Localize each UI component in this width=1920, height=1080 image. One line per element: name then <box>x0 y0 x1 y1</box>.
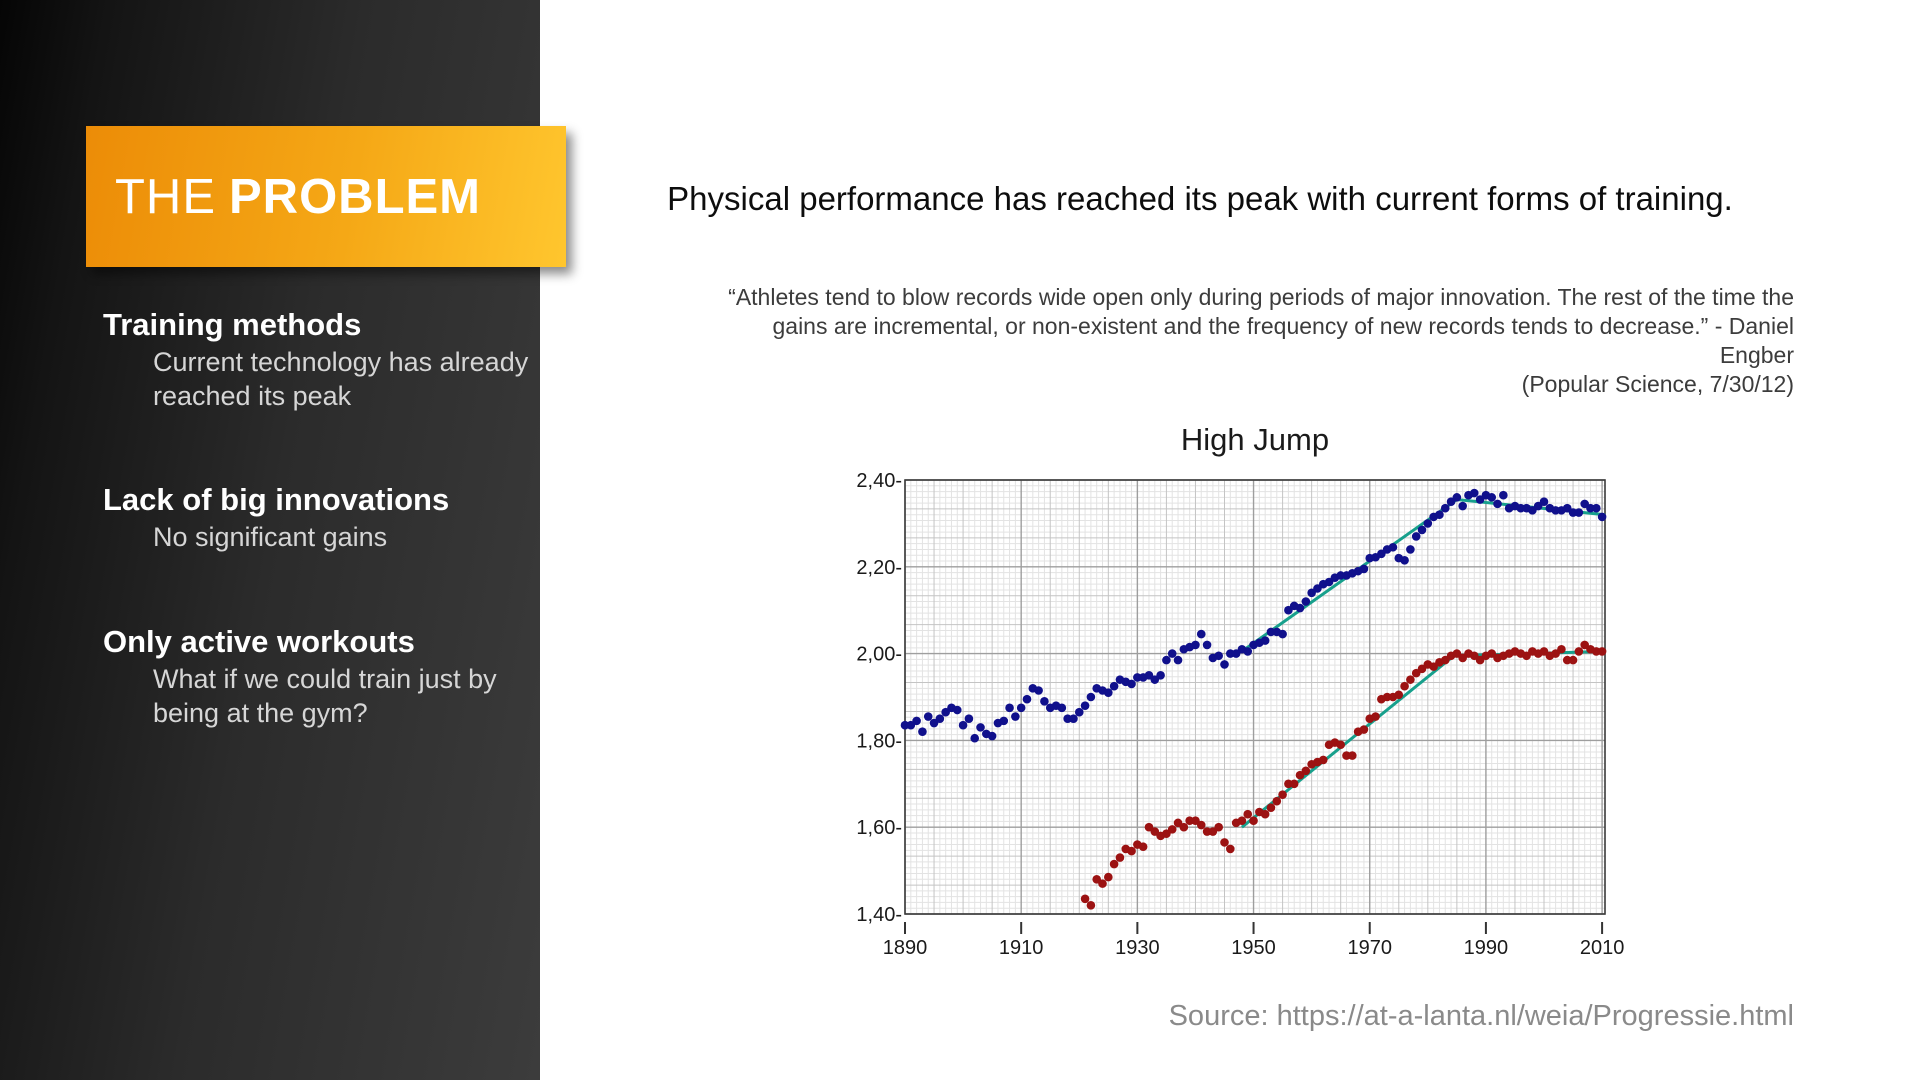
svg-text:2,00-: 2,00- <box>856 643 902 666</box>
svg-text:1,40-: 1,40- <box>856 904 902 926</box>
svg-text:1950: 1950 <box>1231 937 1276 959</box>
page-title: Physical performance has reached its peak with current forms of training. <box>667 180 1733 217</box>
sidebar-heading: Training methods <box>103 307 362 342</box>
sidebar-heading: Only active workouts <box>103 624 415 659</box>
sidebar-detail-line: Current technology has already <box>153 347 529 377</box>
high-jump-chart <box>780 420 1660 980</box>
svg-text:2,20-: 2,20- <box>856 556 902 579</box>
svg-text:1890: 1890 <box>882 937 928 959</box>
sidebar-detail-line: reached its peak <box>153 381 352 411</box>
quote-line: “Athletes tend to blow records wide open only during periods of major innovation. The rest of the time the <box>728 284 1794 310</box>
quote-block <box>694 283 1794 399</box>
sidebar-item-only-active-workouts <box>103 622 497 730</box>
svg-text:1930: 1930 <box>1115 937 1160 959</box>
svg-text:2010: 2010 <box>1579 937 1625 959</box>
title-banner <box>86 126 566 267</box>
sidebar-detail-line: No significant gains <box>153 522 388 552</box>
banner-title-bold: PROBLEM <box>229 169 481 224</box>
banner-title-regular: THE <box>115 169 216 224</box>
svg-text:1970: 1970 <box>1347 937 1392 959</box>
svg-text:1910: 1910 <box>998 937 1044 959</box>
source-link-text: Source: https://at-a-lanta.nl/weia/Progressie.html <box>1168 1000 1794 1032</box>
svg-text:1,80-: 1,80- <box>856 730 902 753</box>
quote-line: gains are incremental, or non-existent and the frequency of new records tends to decrease.” - Daniel Engber <box>772 313 1794 368</box>
sidebar-detail-line: What if we could train just by <box>153 664 497 694</box>
sidebar-heading: Lack of big innovations <box>103 482 450 517</box>
sidebar-detail-line: being at the gym? <box>153 698 368 728</box>
sidebar-item-training-methods <box>103 305 528 413</box>
sidebar-item-lack-of-innovations <box>103 480 449 554</box>
svg-text:2,40-: 2,40- <box>856 470 902 492</box>
chart-title: High Jump <box>1180 422 1330 457</box>
svg-text:1990: 1990 <box>1463 937 1509 959</box>
svg-text:1,60-: 1,60- <box>856 817 902 840</box>
quote-line: (Popular Science, 7/30/12) <box>1521 371 1794 397</box>
